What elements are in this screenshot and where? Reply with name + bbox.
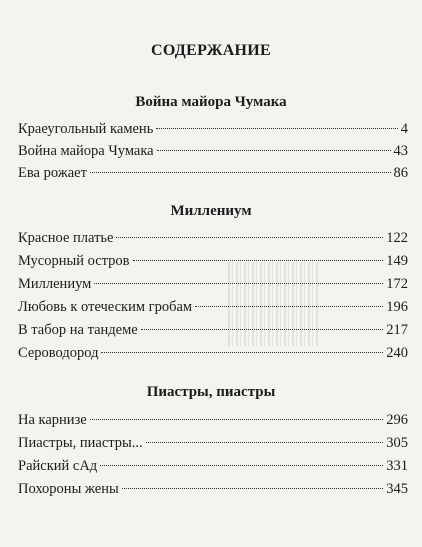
toc-entry [18, 161, 408, 183]
dot-leader [90, 157, 391, 173]
entry-page-number: 43 [393, 142, 408, 159]
entry-page-number: 172 [386, 275, 408, 292]
dot-leader [116, 222, 383, 238]
entry-title: Красное платье [18, 229, 114, 246]
entry-page-number: 331 [386, 457, 408, 474]
entry-page-number: 149 [386, 252, 408, 269]
section-heading: Война майора Чумака [135, 94, 287, 110]
entry-title: Мусорный остров [18, 252, 130, 269]
entry-page-number: 305 [386, 434, 408, 451]
entry-title: Сероводород [18, 344, 99, 361]
dot-leader [141, 314, 384, 330]
entry-title: Похороны жены [18, 480, 119, 497]
section-heading: Миллениум [170, 203, 252, 219]
entry-title: Война майора Чумака [18, 142, 154, 159]
entry-page-number: 196 [386, 298, 408, 315]
dot-leader [101, 337, 383, 353]
entry-title: В табор на тандеме [18, 321, 138, 338]
entry-title: Ева рожает [18, 164, 87, 181]
entry-page-number: 4 [400, 120, 408, 137]
entry-page-number: 122 [386, 229, 408, 246]
entry-title: Миллениум [18, 275, 92, 292]
toc-entry [18, 477, 408, 499]
entry-title: Любовь к отеческим гробам [18, 298, 193, 315]
entry-page-number: 345 [386, 480, 408, 497]
entry-title: Райский сАд [18, 457, 98, 474]
entry-page-number: 86 [393, 164, 408, 181]
entry-page-number: 240 [386, 344, 408, 361]
dot-leader [94, 268, 383, 284]
section-heading: Пиастры, пиастры [146, 384, 276, 400]
entry-title: Пиастры, пиастры... [18, 434, 143, 451]
dot-leader [100, 450, 383, 466]
dot-leader [156, 113, 397, 129]
dot-leader [195, 291, 383, 307]
dot-leader [122, 473, 384, 489]
toc-title: СОДЕРЖАНИЕ [150, 42, 272, 59]
dot-leader [157, 135, 391, 151]
dot-leader [90, 404, 384, 420]
entry-page-number: 296 [386, 411, 408, 428]
entry-title: На карнизе [18, 411, 87, 428]
dot-leader [146, 427, 384, 443]
entry-page-number: 217 [386, 321, 408, 338]
dot-leader [133, 245, 384, 261]
entry-title: Краеугольный камень [18, 120, 154, 137]
toc-entry [18, 341, 408, 363]
